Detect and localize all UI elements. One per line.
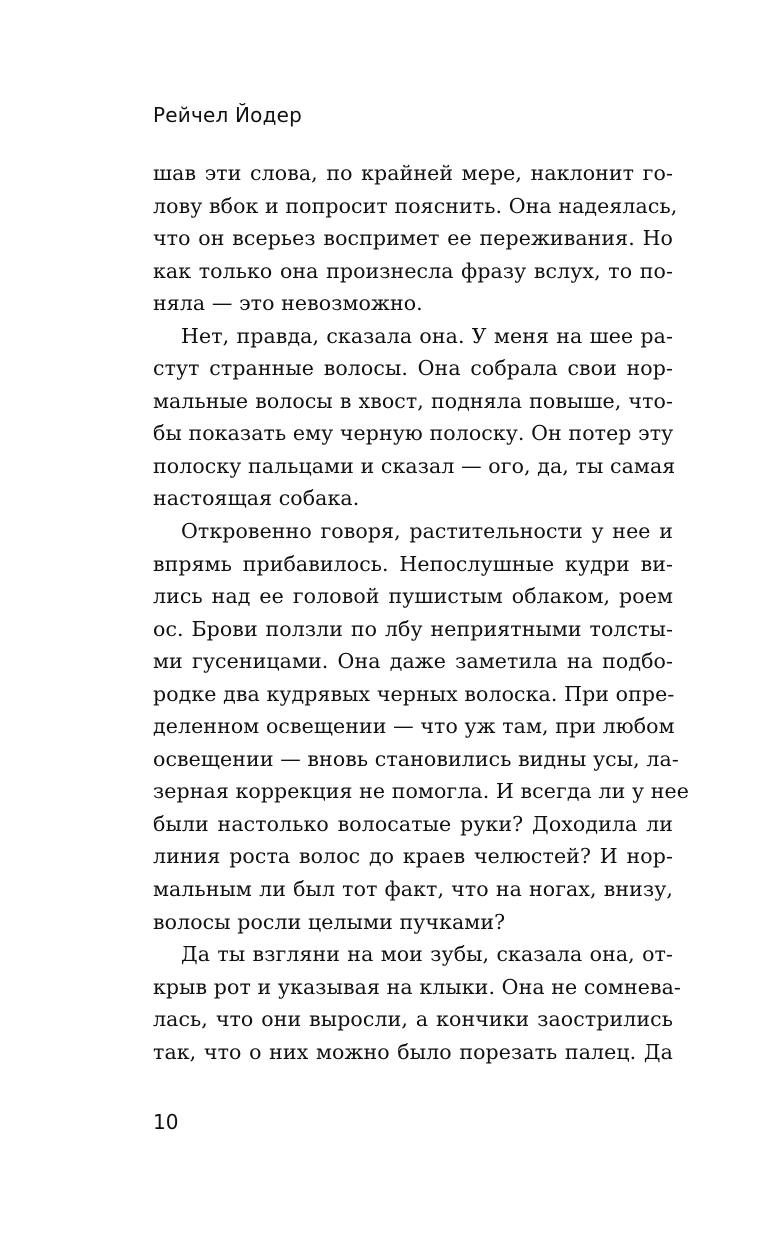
text-line: крыв рот и указывая на клыки. Она не сомнева-	[153, 974, 681, 999]
running-head-author: Рейчел Йодер	[153, 103, 303, 127]
text-line: стут странные волосы. Она собрала свои нор-	[153, 356, 673, 381]
text-line: впрямь прибавилось. Непослушные кудри ви-	[153, 551, 673, 576]
text-line: ми гусеницами. Она даже заметила на подбо-	[153, 649, 673, 674]
text-line: ос. Брови ползли по лбу неприятными толсты-	[153, 616, 673, 641]
text-line: лись над ее головой пушистым облаком, роем	[153, 584, 673, 609]
text-line: родке два кудрявых черных волоска. При опре-	[153, 681, 675, 706]
body-text	[153, 157, 689, 1068]
text-line: шав эти слова, по крайней мере, наклонит го-	[153, 161, 673, 185]
page-number: 10	[153, 1110, 179, 1134]
text-line: мальные волосы в хвост, подняла повыше, что-	[153, 388, 673, 413]
text-line: бы показать ему черную полоску. Он потер эту	[153, 421, 674, 446]
text-line: настоящая собака.	[153, 486, 360, 511]
text-line: Да ты взгляни на мои зубы, сказала она, от-	[181, 942, 673, 967]
paragraph-3	[153, 515, 689, 938]
text-line: волосы росли целыми пучками?	[153, 909, 506, 934]
paragraph-4	[153, 938, 681, 1068]
text-line: что он всерьез воспримет ее переживания. Но	[153, 226, 673, 251]
text-line: так, что о них можно было порезать палец. Да	[153, 1039, 673, 1064]
text-line: лась, что они выросли, а кончики заострились	[153, 1007, 673, 1032]
paragraph-1	[153, 157, 678, 320]
text-line: полоску пальцами и сказал — ого, да, ты самая	[153, 453, 676, 478]
text-line: как только она произнесла фразу вслух, то по-	[153, 258, 673, 283]
text-line: линия роста волос до краев челюстей? И нор-	[153, 844, 673, 869]
text-line: освещении — вновь становились видны усы, ла-	[153, 746, 679, 771]
text-line: Откровенно говоря, растительности у нее и	[181, 519, 673, 544]
text-line: зерная коррекция не помогла. И всегда ли у нее	[153, 779, 689, 804]
text-line: мальным ли был тот факт, что на ногах, внизу,	[153, 877, 673, 902]
text-line: Нет, правда, сказала она. У меня на шее ра-	[181, 323, 673, 348]
paragraph-2	[153, 320, 676, 515]
text-line: лову вбок и попросит пояснить. Она надеялась,	[153, 193, 678, 218]
text-line: были настолько волосатые руки? Доходила ли	[153, 811, 673, 836]
text-line: деленном освещении — что уж там, при любом	[153, 714, 675, 739]
text-line: няла — это невозможно.	[153, 291, 423, 316]
